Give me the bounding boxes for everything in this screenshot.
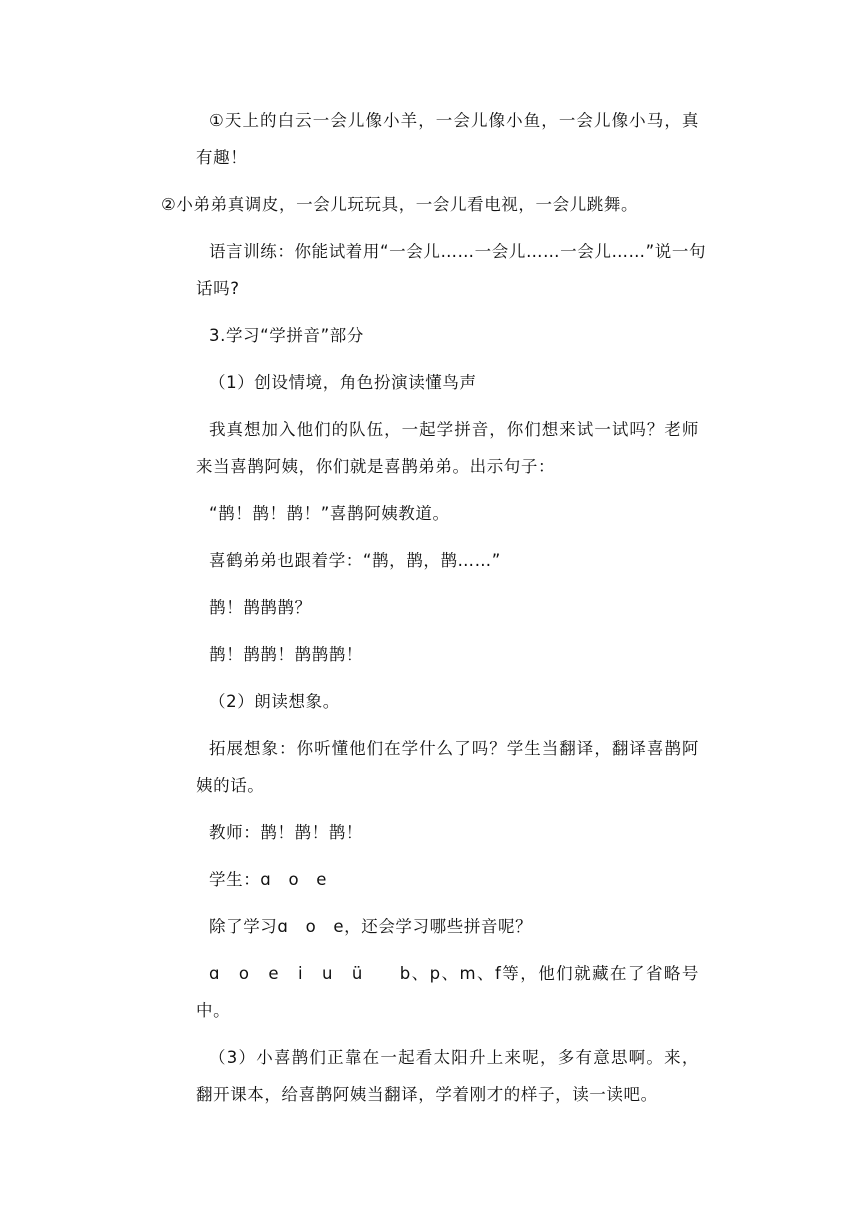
section-heading: 3.学习“学拼音”部分: [209, 326, 364, 345]
dialogue-line: 学生：ɑ o e: [209, 870, 328, 889]
paragraph-line: 除了学习ɑ o e，还会学习哪些拼音呢？: [209, 917, 533, 936]
subsection-heading: （1）创设情境，角色扮演读懂鸟声: [209, 373, 477, 392]
paragraph-line: 中。: [196, 1001, 231, 1020]
paragraph-line: ②小弟弟真调皮，一会儿玩玩具，一会儿看电视，一会儿跳舞。: [161, 195, 639, 214]
paragraph-line: 语言训练：你能试着用“一会儿……一会儿……一会儿……”说一句: [209, 242, 707, 261]
paragraph-line: 我真想加入他们的队伍，一起学拼音，你们想来试一试吗？老师: [209, 420, 699, 439]
dialogue-line: 鹊！鹊鹊鹊？: [209, 598, 312, 617]
paragraph-line: 拓展想象：你听懂他们在学什么了吗？学生当翻译，翻译喜鹊阿: [209, 739, 699, 758]
paragraph-line: 话吗?: [196, 279, 240, 298]
subsection-heading: （2）朗读想象。: [209, 692, 340, 711]
paragraph-line: ①天上的白云一会儿像小羊，一会儿像小鱼，一会儿像小马，真: [209, 111, 699, 130]
paragraph-line: 有趣！: [196, 148, 248, 167]
paragraph-line: 来当喜鹊阿姨，你们就是喜鹊弟弟。出示句子：: [196, 457, 556, 476]
paragraph-line: 姨的话。: [196, 776, 265, 795]
dialogue-line: 教师：鹊！鹊！鹊！: [209, 823, 363, 842]
subsection-heading: （3）小喜鹊们正靠在一起看太阳升上来呢，多有意思啊。来，: [209, 1048, 699, 1067]
dialogue-line: 喜鹤弟弟也跟着学：“鹊，鹊，鹊……”: [209, 551, 501, 570]
dialogue-line: 鹊！鹊鹊！鹊鹊鹊！: [209, 645, 363, 664]
paragraph-line: 翻开课本，给喜鹊阿姨当翻译，学着刚才的样子，读一读吧。: [196, 1085, 658, 1104]
paragraph-line: ɑ o e i u ü b、p、m、f等，他们就藏在了省略号: [209, 964, 699, 983]
dialogue-line: “鹊！鹊！鹊！”喜鹊阿姨教道。: [209, 504, 450, 523]
